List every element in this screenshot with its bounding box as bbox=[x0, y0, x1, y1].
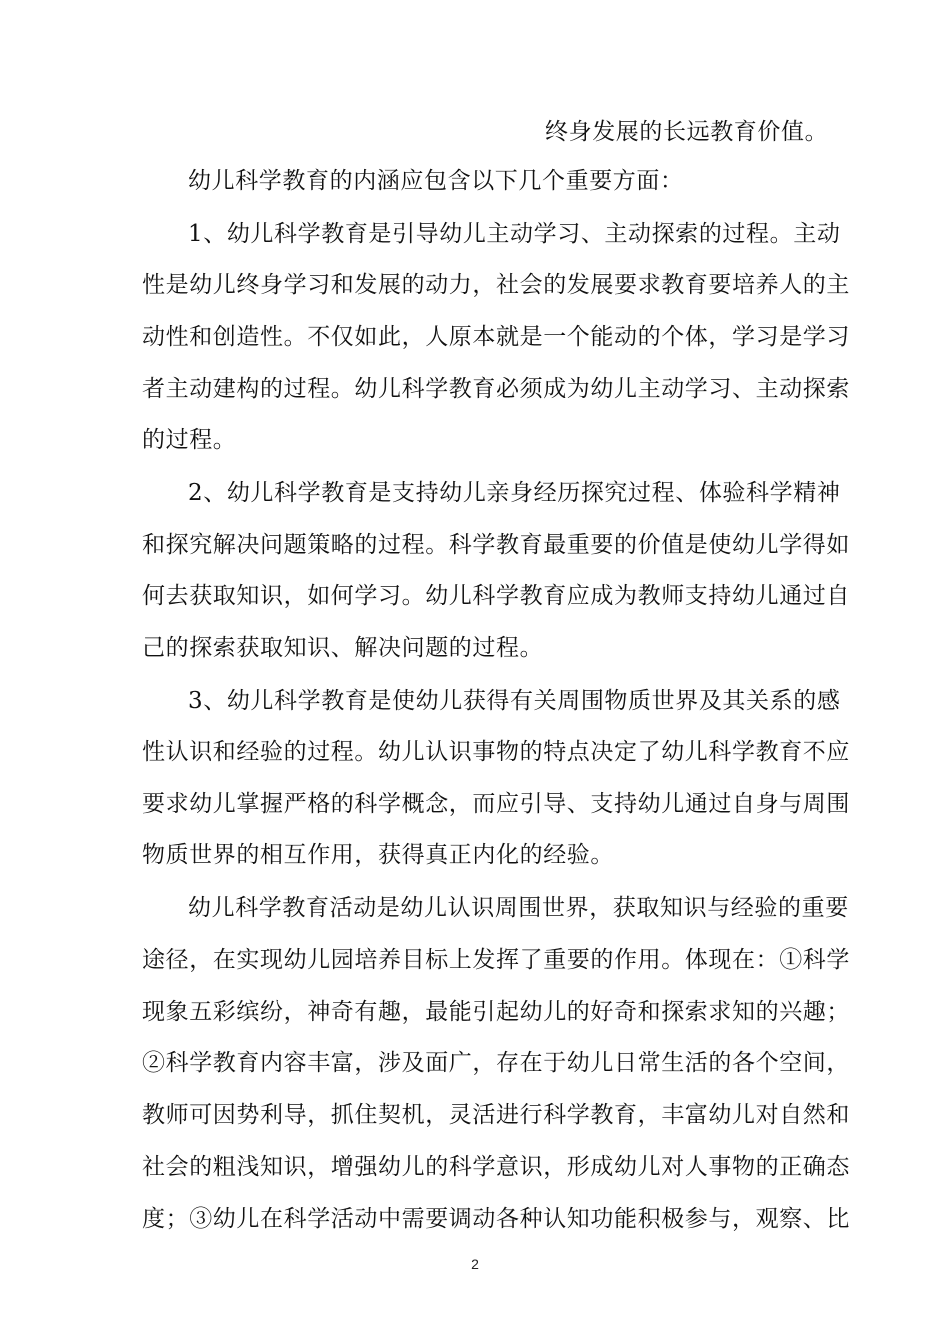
text-line: 动性和创造性。不仅如此，人原本就是一个能动的个体，学习是学习 bbox=[142, 324, 850, 350]
text-line: 终身发展的长远教育价值。 bbox=[545, 119, 829, 145]
text-line: 教师可因势利导，抓住契机，灵活进行科学教育，丰富幼儿对自然和 bbox=[142, 1102, 850, 1128]
text-line: 幼儿科学教育活动是幼儿认识周围世界，获取知识与经验的重要 bbox=[188, 895, 849, 921]
text-line: 己的探索获取知识、解决问题的过程。 bbox=[142, 635, 544, 661]
text-line: 性是幼儿终身学习和发展的动力，社会的发展要求教育要培养人的主 bbox=[142, 272, 850, 298]
text-line: 者主动建构的过程。幼儿科学教育必须成为幼儿主动学习、主动探索 bbox=[142, 376, 850, 402]
text-line: 幼儿科学教育的内涵应包含以下几个重要方面： bbox=[188, 168, 684, 194]
text-line: 要求幼儿掌握严格的科学概念，而应引导、支持幼儿通过自身与周围 bbox=[142, 791, 850, 817]
text-line: 的过程。 bbox=[142, 427, 237, 453]
text-line: 2、幼儿科学教育是支持幼儿亲身经历探究过程、体验科学精神 bbox=[188, 480, 841, 506]
text-line: 性认识和经验的过程。幼儿认识事物的特点决定了幼儿科学教育不应 bbox=[142, 739, 850, 765]
text-line: 途径，在实现幼儿园培养目标上发挥了重要的作用。体现在：①科学 bbox=[142, 947, 850, 973]
text-line: 现象五彩缤纷，神奇有趣，最能引起幼儿的好奇和探索求知的兴趣； bbox=[142, 999, 850, 1025]
text-line: 3、幼儿科学教育是使幼儿获得有关周围物质世界及其关系的感 bbox=[188, 688, 841, 714]
text-line: 和探究解决问题策略的过程。科学教育最重要的价值是使幼儿学得如 bbox=[142, 532, 850, 558]
text-line: 物质世界的相互作用，获得真正内化的经验。 bbox=[142, 842, 614, 868]
text-line: 度；③幼儿在科学活动中需要调动各种认知功能积极参与，观察、比 bbox=[142, 1206, 850, 1232]
text-line: 1、幼儿科学教育是引导幼儿主动学习、主动探索的过程。主动 bbox=[188, 221, 841, 247]
page-number: 2 bbox=[471, 1256, 479, 1272]
text-line: ②科学教育内容丰富，涉及面广，存在于幼儿日常生活的各个空间， bbox=[142, 1050, 850, 1076]
text-line: 何去获取知识，如何学习。幼儿科学教育应成为教师支持幼儿通过自 bbox=[142, 583, 850, 609]
text-line: 社会的粗浅知识，增强幼儿的科学意识，形成幼儿对人事物的正确态 bbox=[142, 1154, 850, 1180]
